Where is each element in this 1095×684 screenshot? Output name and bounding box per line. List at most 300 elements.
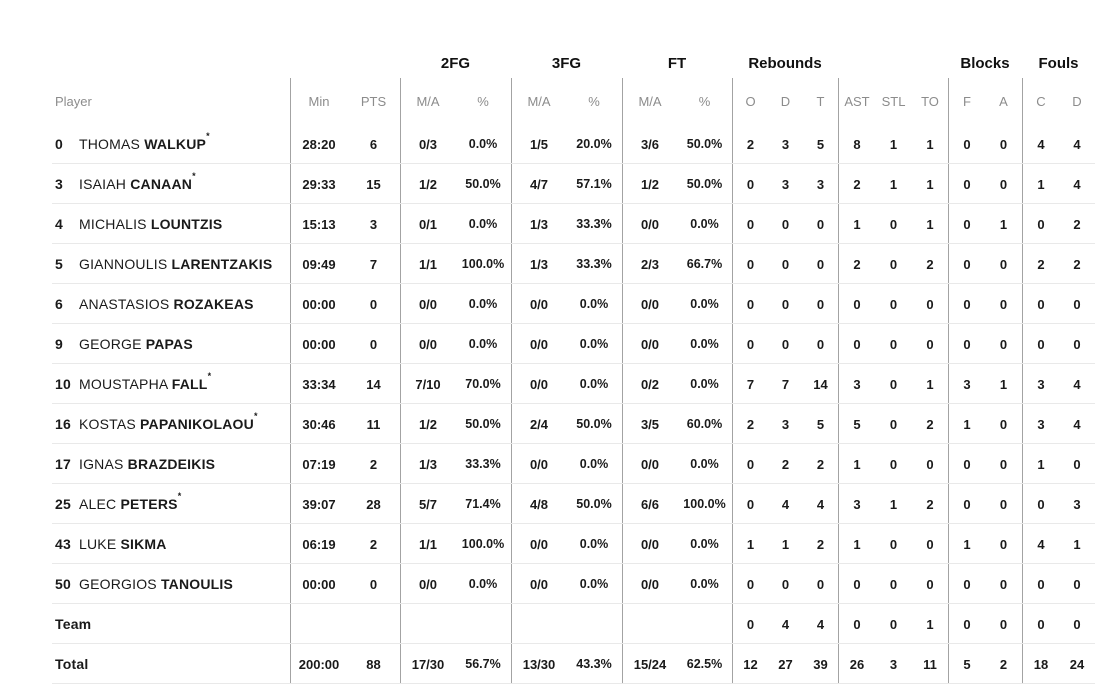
column-header-reb-o: O: [732, 78, 768, 124]
cell-fc: 0: [1022, 284, 1059, 324]
cell-rt: 2: [816, 456, 825, 472]
jersey-number: 3: [55, 176, 63, 192]
cell-pts: 0: [369, 336, 378, 352]
player-last-name: PAPANIKOLAOU: [140, 416, 254, 432]
cell-stl: 0: [889, 576, 898, 592]
player-name: IGNAS BRAZDEIKIS: [79, 456, 216, 472]
team-row: [0, 604, 1095, 644]
cell-maft: 2/3: [622, 244, 677, 284]
cell-fd: 2: [1073, 256, 1081, 272]
cell-ma3: 1/5: [511, 124, 566, 164]
cell-fd: 4: [1073, 376, 1081, 392]
cell-pctft: 50.0%: [686, 177, 723, 191]
cell-fd: 0: [1073, 336, 1081, 352]
starter-asterisk: *: [192, 171, 196, 182]
cell-bf: 0: [948, 124, 985, 164]
cell-pctft: 60.0%: [686, 417, 723, 431]
cell-rt: 0: [816, 296, 825, 312]
column-header-reb-d: D: [780, 93, 791, 109]
cell-stl: 0: [889, 376, 898, 392]
cell-fd: 4: [1073, 136, 1081, 152]
cell-maft: 0/0: [622, 564, 677, 604]
cell-rt: 5: [816, 416, 825, 432]
player-cell: [0, 244, 290, 284]
cell-ma2: 0/3: [400, 124, 455, 164]
cell-ba: 0: [999, 256, 1008, 272]
cell-pct3: 43.3%: [576, 657, 612, 671]
cell-ast: 0: [838, 284, 875, 324]
cell-stl: 0: [889, 416, 898, 432]
cell-bf: 0: [948, 564, 985, 604]
column-header-blk-f: F: [948, 78, 985, 124]
cell-pts: 88: [366, 656, 381, 672]
cell-pts: 0: [369, 576, 378, 592]
player-last-name: PAPAS: [145, 336, 193, 352]
cell-pts: 11: [366, 416, 381, 432]
player-row: [0, 404, 1095, 444]
cell-pct2: 100.0%: [461, 537, 505, 551]
cell-fd: 4: [1073, 176, 1081, 192]
cell-bf: 1: [948, 404, 985, 444]
cell-ba: 1: [999, 216, 1008, 232]
cell-rd: 3: [781, 176, 790, 192]
cell-ma3: 4/7: [511, 164, 566, 204]
cell-ma2: 1/2: [400, 404, 455, 444]
cell-ma3: 0/0: [511, 524, 566, 564]
cell-stl: 0: [889, 336, 898, 352]
cell-fc: 0: [1022, 484, 1059, 524]
player-name: ALEC PETERS*: [79, 491, 182, 512]
cell-fd: 0: [1073, 296, 1081, 312]
jersey-number: 0: [55, 136, 63, 152]
player-last-name: FALL: [171, 376, 208, 392]
cell-stl: 0: [889, 616, 898, 632]
player-last-name: PETERS: [120, 496, 178, 512]
cell-pctft: 0.0%: [690, 217, 719, 231]
cell-pct3: 0.0%: [579, 377, 609, 391]
starter-asterisk: *: [206, 131, 210, 142]
cell-rt: 14: [813, 376, 828, 392]
cell-rt: 4: [816, 616, 825, 632]
cell-rt: 3: [816, 176, 825, 192]
cell-bf: 5: [948, 644, 985, 684]
cell-ma2: 5/7: [400, 484, 455, 524]
cell-ba: 0: [999, 616, 1008, 632]
group-header-blocks: Blocks: [960, 54, 1010, 72]
cell-to: 2: [926, 496, 934, 512]
cell-rt: 4: [816, 496, 825, 512]
cell-min: 28:20: [290, 124, 347, 164]
player-last-name: BRAZDEIKIS: [127, 456, 216, 472]
cell-to: 0: [926, 456, 934, 472]
player-row: [0, 564, 1095, 604]
player-last-name: CANAAN: [130, 176, 193, 192]
player-cell: [0, 324, 290, 364]
cell-pct2: 0.0%: [468, 217, 498, 231]
player-cell: [0, 564, 290, 604]
cell-pctft: 0.0%: [690, 377, 719, 391]
cell-min: 33:34: [290, 364, 347, 404]
cell-min: 29:33: [290, 164, 347, 204]
column-header-row: [0, 78, 1095, 124]
cell-ba: 0: [999, 416, 1008, 432]
player-cell: [0, 404, 290, 444]
cell-ma2: 1/1: [400, 524, 455, 564]
cell-fd: 0: [1073, 456, 1081, 472]
cell-ma3: 2/4: [511, 404, 566, 444]
cell-to: 1: [926, 376, 934, 392]
cell-stl: 3: [889, 656, 898, 672]
cell-rt: 2: [816, 536, 825, 552]
cell-pctft: 0.0%: [690, 337, 719, 351]
cell-maft: [622, 604, 677, 644]
cell-ma3: 0/0: [511, 364, 566, 404]
cell-pct3: 50.0%: [576, 417, 612, 431]
cell-pct3: 20.0%: [576, 137, 612, 151]
cell-ast: 26: [838, 644, 875, 684]
player-row: [0, 204, 1095, 244]
cell-bf: 0: [948, 284, 985, 324]
cell-pct3: 50.0%: [576, 497, 612, 511]
cell-bf: 0: [948, 604, 985, 644]
cell-ba: 0: [999, 456, 1008, 472]
player-cell: [0, 284, 290, 324]
cell-pctft: 66.7%: [686, 257, 723, 271]
cell-maft: 3/5: [622, 404, 677, 444]
player-name: GEORGE PAPAS: [79, 336, 193, 352]
cell-pct3: 0.0%: [579, 577, 609, 591]
cell-pct3: 33.3%: [576, 217, 612, 231]
cell-ro: 0: [732, 604, 768, 644]
cell-ro: 2: [732, 404, 768, 444]
player-name: MICHALIS LOUNTZIS: [79, 216, 223, 232]
cell-to: 0: [926, 536, 934, 552]
cell-pctft: 62.5%: [686, 657, 723, 671]
cell-to: 0: [926, 296, 934, 312]
player-cell: [0, 164, 290, 204]
cell-rd: 0: [781, 336, 790, 352]
cell-ma3: 4/8: [511, 484, 566, 524]
cell-to: 1: [926, 616, 934, 632]
cell-pct3: 57.1%: [576, 177, 612, 191]
cell-pctft: 100.0%: [683, 497, 726, 511]
cell-rd: 3: [781, 136, 790, 152]
cell-ast: 1: [838, 204, 875, 244]
cell-rd: 4: [781, 496, 790, 512]
cell-ma3: 0/0: [511, 284, 566, 324]
cell-rd: 0: [781, 216, 790, 232]
jersey-number: 6: [55, 296, 63, 312]
cell-bf: 3: [948, 364, 985, 404]
cell-to: 1: [926, 136, 934, 152]
cell-ma2: 7/10: [400, 364, 455, 404]
cell-pct3: 0.0%: [579, 457, 609, 471]
player-name: GIANNOULIS LARENTZAKIS: [79, 256, 273, 272]
player-cell: [0, 124, 290, 164]
cell-fc: 4: [1022, 124, 1059, 164]
cell-rd: 0: [781, 256, 790, 272]
cell-to: 2: [926, 256, 934, 272]
starter-asterisk: *: [253, 411, 258, 422]
group-header-rebounds: Rebounds: [748, 54, 822, 72]
cell-rd: 0: [781, 576, 790, 592]
column-header-3fg-ma: M/A: [511, 78, 566, 124]
starter-asterisk: *: [177, 491, 182, 502]
cell-ro: 7: [732, 364, 768, 404]
cell-ma2: 0/1: [400, 204, 455, 244]
cell-ma3: 1/3: [511, 244, 566, 284]
cell-ast: 0: [838, 564, 875, 604]
cell-bf: 0: [948, 204, 985, 244]
cell-ba: 0: [999, 136, 1008, 152]
cell-pct2: 33.3%: [465, 457, 501, 471]
cell-ast: 1: [838, 444, 875, 484]
player-cell: [0, 444, 290, 484]
cell-pct3: 0.0%: [579, 537, 609, 551]
cell-ma2: 17/30: [400, 644, 455, 684]
cell-fc: 3: [1022, 404, 1059, 444]
player-name: ANASTASIOS ROZAKEAS: [79, 296, 254, 312]
cell-fc: 0: [1022, 604, 1059, 644]
player-row: [0, 324, 1095, 364]
cell-min: 39:07: [290, 484, 347, 524]
cell-maft: 0/0: [622, 524, 677, 564]
player-cell: [0, 204, 290, 244]
cell-pct2: 100.0%: [461, 257, 505, 271]
cell-rt: 0: [816, 256, 825, 272]
cell-pctft: 0.0%: [690, 297, 719, 311]
cell-pct2: 0.0%: [468, 137, 498, 151]
cell-to: 2: [926, 416, 934, 432]
cell-stl: 0: [889, 216, 898, 232]
cell-maft: 0/0: [622, 324, 677, 364]
cell-stl: 1: [889, 136, 898, 152]
player-name: GEORGIOS TANOULIS: [79, 576, 234, 592]
cell-ma2: 0/0: [400, 284, 455, 324]
cell-min: 06:19: [290, 524, 347, 564]
column-header-ast: AST: [838, 78, 875, 124]
column-header-foul-c: C: [1022, 78, 1059, 124]
cell-fd: 4: [1073, 416, 1081, 432]
cell-maft: 0/0: [622, 284, 677, 324]
cell-fc: 18: [1022, 644, 1059, 684]
column-header-2fg-ma: M/A: [400, 78, 455, 124]
cell-to: 1: [926, 176, 934, 192]
cell-ast: 2: [838, 244, 875, 284]
player-row: [0, 524, 1095, 564]
cell-maft: 1/2: [622, 164, 677, 204]
cell-ro: 0: [732, 444, 768, 484]
cell-ro: 0: [732, 324, 768, 364]
cell-maft: 6/6: [622, 484, 677, 524]
player-cell: [0, 484, 290, 524]
cell-to: 0: [926, 336, 934, 352]
player-rows: [0, 124, 1095, 684]
cell-pts: 28: [366, 496, 381, 512]
cell-ma3: 0/0: [511, 324, 566, 364]
jersey-number: 9: [55, 336, 63, 352]
cell-pts: 0: [369, 296, 378, 312]
cell-ma2: [400, 604, 455, 644]
cell-ma3: 1/3: [511, 204, 566, 244]
player-name: MOUSTAPHA FALL*: [79, 371, 212, 392]
summary-label: Total: [55, 656, 89, 672]
cell-ma2: 1/2: [400, 164, 455, 204]
cell-bf: 0: [948, 484, 985, 524]
cell-ma3: 0/0: [511, 564, 566, 604]
cell-ast: 5: [838, 404, 875, 444]
jersey-number: 4: [55, 216, 63, 232]
cell-pts: 3: [369, 216, 378, 232]
jersey-number: 17: [55, 456, 71, 472]
cell-ast: 0: [838, 324, 875, 364]
cell-fc: 3: [1022, 364, 1059, 404]
summary-label: Team: [55, 616, 92, 632]
cell-ba: 0: [999, 496, 1008, 512]
cell-rd: 4: [781, 616, 790, 632]
player-last-name: WALKUP: [144, 136, 207, 152]
cell-ro: 0: [732, 244, 768, 284]
cell-fd: 3: [1073, 496, 1081, 512]
player-cell: [0, 364, 290, 404]
cell-bf: 0: [948, 164, 985, 204]
cell-pts: 2: [369, 536, 378, 552]
cell-min: 30:46: [290, 404, 347, 444]
cell-ro: 2: [732, 124, 768, 164]
cell-ast: 2: [838, 164, 875, 204]
cell-ma3: 0/0: [511, 444, 566, 484]
cell-fd: 2: [1073, 216, 1081, 232]
cell-bf: 0: [948, 444, 985, 484]
cell-rt: 0: [816, 576, 825, 592]
cell-fc: 1: [1022, 444, 1059, 484]
column-header-min: Min: [290, 78, 347, 124]
cell-ba: 0: [999, 296, 1008, 312]
cell-min: 15:13: [290, 204, 347, 244]
cell-rd: 27: [778, 656, 793, 672]
cell-pct2: 56.7%: [465, 657, 501, 671]
cell-pct2: 70.0%: [465, 377, 501, 391]
cell-to: 0: [926, 576, 934, 592]
cell-min: 09:49: [290, 244, 347, 284]
player-row: [0, 124, 1095, 164]
cell-pts: [347, 604, 400, 644]
player-cell: [0, 524, 290, 564]
group-header-2fg: 2FG: [440, 54, 471, 72]
column-header-pts: PTS: [360, 93, 387, 109]
cell-fc: 1: [1022, 164, 1059, 204]
cell-ba: 0: [999, 336, 1008, 352]
cell-ro: 0: [732, 564, 768, 604]
group-header-ft: FT: [667, 54, 687, 72]
player-row: [0, 484, 1095, 524]
cell-ma2: 1/3: [400, 444, 455, 484]
cell-pctft: 50.0%: [686, 137, 723, 151]
column-header-player: Player: [55, 93, 92, 109]
cell-stl: 0: [889, 296, 898, 312]
cell-pts: 2: [369, 456, 378, 472]
player-row: [0, 284, 1095, 324]
column-header-reb-t: T: [816, 93, 825, 109]
cell-fd: 24: [1069, 656, 1085, 672]
column-header-stl: STL: [881, 93, 906, 109]
cell-fd: 1: [1073, 536, 1081, 552]
cell-pctft: 0.0%: [690, 457, 719, 471]
cell-fc: 0: [1022, 204, 1059, 244]
column-header-2fg-pct: %: [477, 93, 489, 109]
cell-ro: 0: [732, 204, 768, 244]
cell-min: 07:19: [290, 444, 347, 484]
cell-rd: 7: [781, 376, 790, 392]
cell-maft: 3/6: [622, 124, 677, 164]
cell-min: 200:00: [290, 644, 347, 684]
cell-ast: 1: [838, 524, 875, 564]
cell-rd: 2: [781, 456, 790, 472]
cell-pct3: 33.3%: [576, 257, 612, 271]
column-header-ft-pct: %: [698, 93, 711, 109]
cell-ast: 3: [838, 484, 875, 524]
cell-stl: 0: [889, 536, 898, 552]
cell-min: [290, 604, 347, 644]
cell-pct3: 0.0%: [579, 337, 609, 351]
cell-ba: 0: [999, 576, 1008, 592]
cell-pctft: 0.0%: [690, 577, 719, 591]
cell-ma2: 0/0: [400, 324, 455, 364]
column-header-to: TO: [921, 93, 939, 109]
cell-ma3: [511, 604, 566, 644]
cell-to: 1: [926, 216, 934, 232]
cell-ma2: 0/0: [400, 564, 455, 604]
cell-pct2: 0.0%: [468, 297, 498, 311]
cell-fd: 0: [1073, 576, 1081, 592]
cell-pts: 14: [366, 376, 381, 392]
column-header-blk-a: A: [999, 93, 1008, 109]
cell-stl: 1: [889, 496, 898, 512]
cell-rt: 0: [816, 216, 825, 232]
cell-rd: 3: [781, 416, 790, 432]
cell-bf: 1: [948, 524, 985, 564]
jersey-number: 10: [55, 376, 71, 392]
player-name: LUKE SIKMA: [79, 536, 167, 552]
player-last-name: SIKMA: [120, 536, 167, 552]
cell-pct3: 0.0%: [579, 297, 609, 311]
player-last-name: ROZAKEAS: [173, 296, 254, 312]
cell-ro: 12: [732, 644, 768, 684]
cell-fc: 0: [1022, 324, 1059, 364]
cell-ma3: 13/30: [511, 644, 566, 684]
cell-rd: 1: [781, 536, 790, 552]
cell-fc: 4: [1022, 524, 1059, 564]
cell-ro: 1: [732, 524, 768, 564]
cell-ba: 1: [999, 376, 1008, 392]
cell-pct2: 50.0%: [465, 417, 501, 431]
cell-to: 11: [923, 656, 937, 672]
group-header-row: [0, 48, 1095, 78]
cell-rt: 39: [813, 656, 828, 672]
player-last-name: TANOULIS: [160, 576, 234, 592]
jersey-number: 25: [55, 496, 71, 512]
player-row: [0, 164, 1095, 204]
player-name: ISAIAH CANAAN*: [79, 171, 196, 192]
group-header-fouls: Fouls: [1038, 54, 1079, 72]
cell-fc: 2: [1022, 244, 1059, 284]
cell-ro: 0: [732, 284, 768, 324]
cell-pct2: 50.0%: [465, 177, 501, 191]
cell-maft: 0/0: [622, 204, 677, 244]
cell-ast: 3: [838, 364, 875, 404]
cell-pts: 15: [366, 176, 381, 192]
cell-ro: 0: [732, 484, 768, 524]
